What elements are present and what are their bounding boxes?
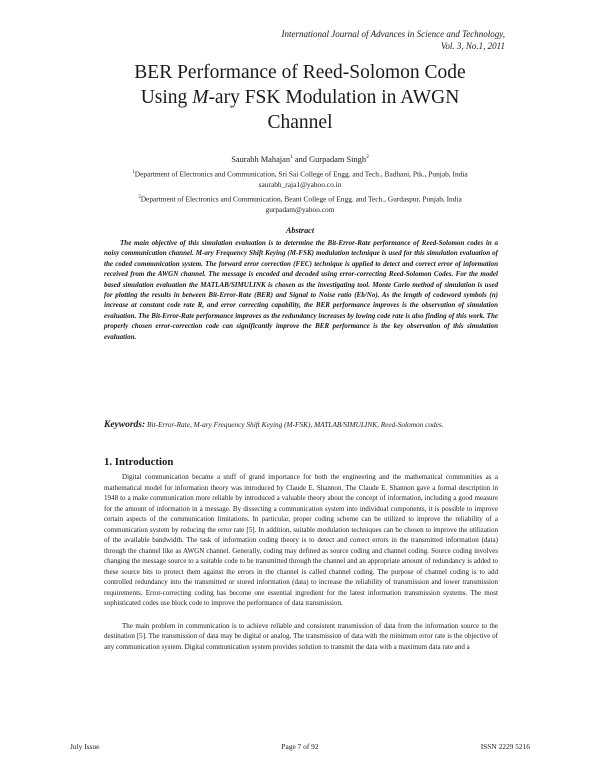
affiliation-1-email: saurabh_raja1@yahoo.co.in <box>258 179 342 189</box>
affiliation-1-text: Department of Electronics and Communication, Sri Sai College of Engg. and Tech., Badhani, Ptk., Punjab, India <box>134 169 468 179</box>
paper-title <box>95 60 505 135</box>
affiliation-1 <box>95 168 505 190</box>
affiliation-2-email: gurpadam@yahoo.com <box>265 204 335 214</box>
author-1-sup: 1 <box>290 154 293 160</box>
author-line <box>95 152 505 165</box>
title-line-3: Channel <box>267 112 333 133</box>
introduction-body <box>104 472 498 664</box>
title-line-2 <box>95 85 505 110</box>
abstract-body <box>104 238 498 342</box>
journal-header <box>185 28 505 52</box>
keywords-label: Keywords: <box>104 420 146 430</box>
introduction-paragraph-2: The main problem in communication is to achieve reliable and consistent transmission of data from the information source to the destination [5]. The transmission of data may be digital or analog. The transmission of data with the minimum error rate is the objective of any communication system. Digital communication system provides solution to transmit the data with a maximum data rate and a <box>104 621 498 651</box>
journal-volume: Vol. 3, No.1, 2011 <box>440 41 505 51</box>
author-1: Saurabh Mahajan <box>231 154 291 164</box>
introduction-paragraph-1: Digital communication became a stuff of grand importance for both the engineering and the mathematical communities as a mathematical model for information theory was introduced by Claude E. Shannon. The Claude E. Shannon gave a formal description in 1948 to a make communication more reliable by introduced a valuable theory about the concept of information, including a good measure for the amount of information in a message. By dissecting a communication system into individual components, it is possible to improve certain aspects of the communication limitations. In particular, proper coding scheme can be utilized to improve the reliability of a communication system by reducing the error rate [5]. In addition, suitable modulation techniques can be chosen to improve the utilization of the available bandwidth. The task of information coding theory is to detect and correct errors in the transmitted information (data) through the channel like as AWGN channel. Generally, coding may defined as source coding and channel coding. Source coding involves changing the message source to a suitable code to be transmitted through the channel and an appropriate amount of redundancy is added to these source bits to protect them against the errors in the channel is called channel coding. The purpose of channel coding is to add controlled redundancy into the transmitted or stored information (data) to increase the reliability of transmission and lower transmission requirements. Error-correcting coding has become one essential ingredient for the latest information transmission systems. The most sophisticated codes use block code to improve the performance of data transmission. <box>104 473 498 607</box>
affiliation-1-sup: 1 <box>132 170 135 175</box>
abstract-heading: Abstract <box>285 226 315 235</box>
author-2: Gurpadam Singh <box>309 154 367 164</box>
author-conjunction: and <box>292 154 310 164</box>
abstract-text: The main objective of this simulation evaluation is to determine the Bit-Error-Rate performance of Reed-Solomon codes in a noisy communication channel. M-ary Frequency Shift Keying (M-FSK) modulation technique is used for this simulation evaluation of the coded communication system. The forward error correction (FEC) technique is applied to detect and correct error of information received from the AWGN channel. The message is encoded and decoded using error-correcting Reed-Solomon Codes. For the model based simulation evaluation the MATLAB/SIMULINK is chosen as the investigating tool. Monte Carlo method of simulation is used for plotting the results in between Bit-Error-Rate (BER) and Signal to Noise ratio (Eb/No). As the length of codeword symbols (n) increase at constant code rate R, and error correcting capability, the BER performance improves is the observation of simulation evaluation. The Bit-Error-Rate performance improves as the redundancy increases by lowing code rate is also finding of this work. The properly chosen error-correction code can significantly improve the BER performance is the key observation of this simulation evaluation. <box>104 239 498 341</box>
affiliation-2 <box>95 193 505 215</box>
footer-issue: July Issue <box>70 742 100 751</box>
title-m-italic: M <box>192 87 209 108</box>
title-line-1: BER Performance of Reed-Solomon Code <box>134 62 466 83</box>
author-2-sup: 2 <box>366 154 369 160</box>
footer-issn: ISSN 2229 5216 <box>480 742 530 751</box>
affiliation-2-sup: 2 <box>138 195 141 200</box>
section-heading-introduction: 1. Introduction <box>104 456 174 468</box>
footer-page-number: Page 7 of 92 <box>281 742 319 751</box>
keywords-text: Bit-Error-Rate, M-ary Frequency Shift Keying (M-FSK), MATLAB/SIMULINK, Reed-Solomon codes. <box>145 420 444 429</box>
keywords <box>104 419 498 431</box>
journal-name: International Journal of Advances in Science and Technology, <box>281 29 505 39</box>
affiliation-2-text: Department of Electronics and Communication, Beant College of Engg. and Tech., Gurdaspur, Punjab, India <box>140 194 462 204</box>
title-suffix: -ary FSK Modulation in AWGN <box>208 87 460 108</box>
title-prefix: Using <box>140 87 193 108</box>
